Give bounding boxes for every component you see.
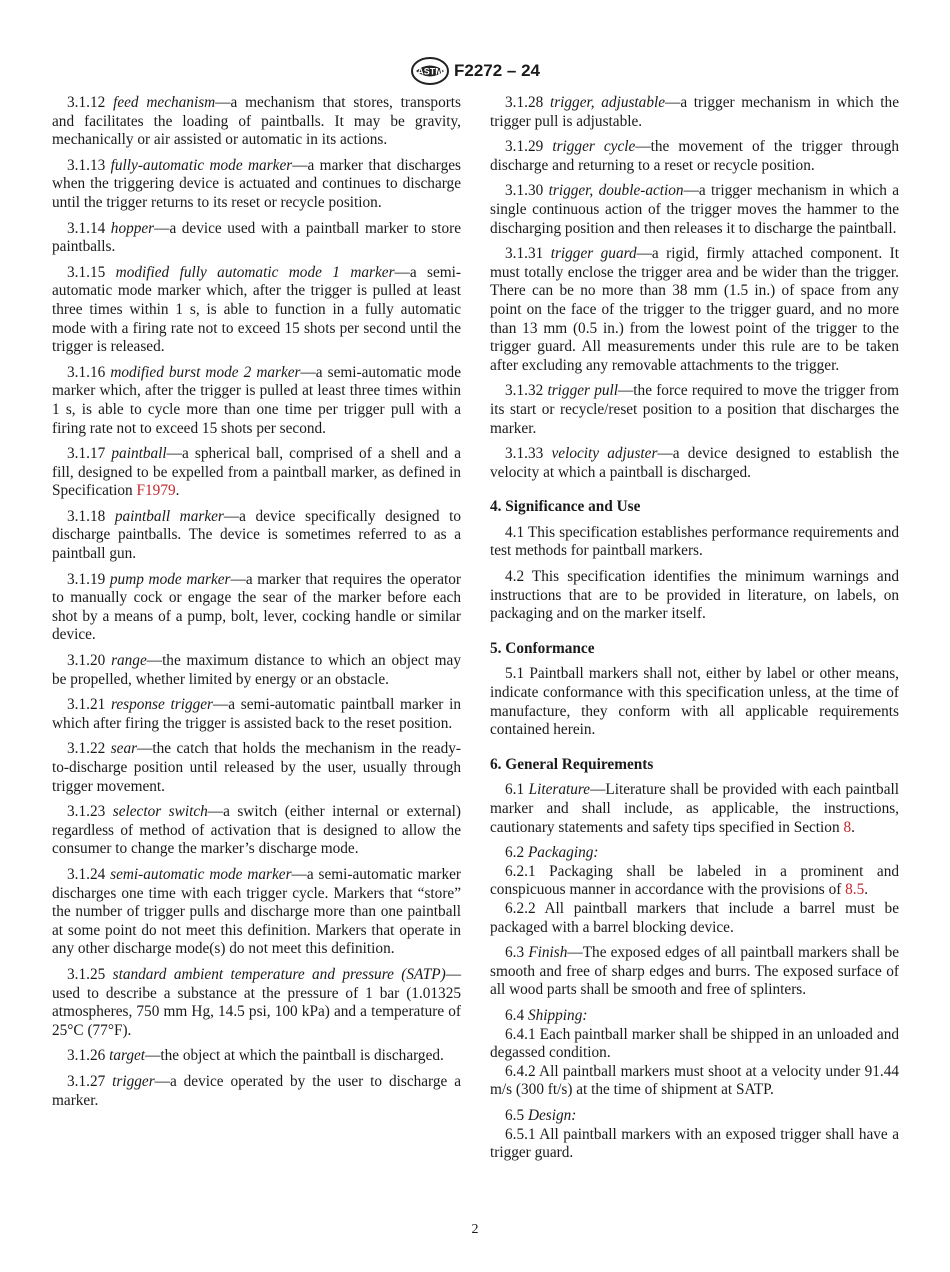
- definition: 3.1.28 trigger, adjustable—a trigger mechanism in which the trigger pull is adjustable.: [490, 94, 899, 130]
- definition: 3.1.17 paintball—a spherical ball, comprised of a shell and a fill, designed to be expelled from a paintball marker, as defined in Specification F1979.: [52, 445, 461, 500]
- left-column: [52, 94, 461, 1117]
- definition: 3.1.31 trigger guard—a rigid, firmly attached component. It must totally enclose the trigger area and be wider than the trigger. There can be no more than 38 mm (1.5 in.) of space from any point on the face of the trigger to the trigger guard, and no more than 13 mm (0.5 in.) from the lowest point of the trigger to the trigger guard. All measurements under this rule are to be taken after excluding any removable attachments to the trigger.: [490, 245, 899, 374]
- definition: 3.1.26 target—the object at which the paintball is discharged.: [67, 1047, 444, 1065]
- definition: 3.1.27 trigger—a device operated by the user to discharge a marker.: [52, 1072, 461, 1109]
- paragraph: 6.2.1 Packaging shall be labeled in a prominent and conspicuous manner in accordance with the provisions of 8.5.: [490, 862, 899, 899]
- reference-link-section-8[interactable]: 8: [843, 818, 852, 836]
- definition: 3.1.25 standard ambient temperature and pressure (SATP)—used to describe a substance at the pressure of 1 bar (1.01325 atmospheres, 750 mm Hg, 14.5 psi, 100 kPa) and a temperature of 25°C (77°F).: [52, 965, 461, 1039]
- paragraph: 5.1 Paintball markers shall not, either by label or other means, indicate conformance with this specification unless, at the time of manufacture, they conform with all applicable requirements contained herein.: [490, 665, 899, 739]
- definition: 3.1.18 paintball marker—a device specifically designed to discharge paintballs. The device is sometimes referred to as a paintball gun.: [52, 507, 461, 563]
- definition: 3.1.23 selector switch—a switch (either internal or external) regardless of method of activation that is designed to allow the consumer to change the marker’s discharge mode.: [52, 803, 461, 858]
- definition: 3.1.19 pump mode marker—a marker that requires the operator to manually cock or engage the sear of the marker before each shot by a means of a pump, bolt, lever, cocking handle or similar device.: [52, 570, 461, 644]
- section-heading: 4. Significance and Use: [490, 498, 641, 516]
- document-designation: F2272 – 24: [453, 61, 540, 80]
- page-number: 2: [471, 1222, 479, 1237]
- paragraph: 6.4.2 All paintball markers must shoot at a velocity under 91.44 m/s (300 ft/s) at the time of shipment at SATP.: [490, 1062, 899, 1099]
- definition: 3.1.20 range—the maximum distance to which an object may be propelled, whether limited by energy or an obstacle.: [52, 652, 461, 688]
- page-header: [0, 56, 950, 86]
- paragraph: 4.2 This specification identifies the minimum warnings and instructions that are to be provided in literature, on labels, on packaging and on the marker itself.: [490, 568, 899, 623]
- paragraph: 6.4 Shipping:: [505, 1006, 588, 1024]
- definition: 3.1.30 trigger, double-action—a trigger mechanism in which a single continuous action of the trigger moves the hammer to the discharging position and then releases it to discharge the paintball.: [490, 182, 899, 237]
- definition: 3.1.13 fully-automatic mode marker—a marker that discharges when the triggering device is actuated and continues to discharge until the trigger returns to its reset or recycle position.: [52, 156, 461, 211]
- paragraph: 6.1 Literature—Literature shall be provided with each paintball marker and shall include, as applicable, the instructions, cautionary statements and safety tips specified in Section 8.: [490, 781, 899, 836]
- definition: 3.1.16 modified burst mode 2 marker—a semi-automatic mode marker which, after the trigger is pulled at least three times within 1 s, is able to cycle more than one time per trigger pull with a firing rate not to exceed 15 shots per second.: [52, 363, 461, 437]
- paragraph: 6.5 Design:: [505, 1106, 577, 1124]
- section-heading: 5. Conformance: [490, 639, 595, 657]
- reference-link-f1979[interactable]: F1979: [136, 482, 176, 500]
- definition: 3.1.29 trigger cycle—the movement of the trigger through discharge and returning to a reset or recycle position.: [490, 138, 900, 174]
- definition: 3.1.14 hopper—a device used with a paintball marker to store paintballs.: [52, 219, 461, 256]
- reference-link-8-5[interactable]: 8.5: [845, 881, 865, 899]
- paragraph: 6.2 Packaging:: [505, 844, 599, 862]
- paragraph: 6.5.1 All paintball markers with an exposed trigger shall have a trigger guard.: [490, 1125, 899, 1162]
- definition: 3.1.22 sear—the catch that holds the mechanism in the ready-to-discharge position until released by the user, usually through trigger movement.: [52, 740, 461, 795]
- paragraph: 4.1 This specification establishes performance requirements and test methods for paintball markers.: [490, 523, 899, 560]
- section-heading: 6. General Requirements: [490, 755, 654, 773]
- right-column: [490, 94, 899, 1163]
- astm-logo-icon: [410, 56, 450, 86]
- logo-text: ASTM: [417, 66, 443, 77]
- paragraph: 6.4.1 Each paintball marker shall be shipped in an unloaded and degassed condition.: [490, 1025, 899, 1062]
- definition: 3.1.21 response trigger—a semi-automatic paintball marker in which after firing the trigger is assisted back to the reset position.: [52, 696, 461, 732]
- definition: 3.1.32 trigger pull—the force required to move the trigger from its start or recycle/reset position to a position that discharges the marker.: [490, 382, 899, 437]
- paragraph: 6.3 Finish—The exposed edges of all paintball markers shall be smooth and free of sharp edges and burrs. The exposed surface of all wood parts shall be smooth and free of splinters.: [490, 944, 900, 999]
- definition: 3.1.12 feed mechanism—a mechanism that stores, transports and facilitates the loading of paintballs. It may be gravity, mechanically or air assisted or automatic in its actions.: [52, 94, 462, 149]
- definition: 3.1.33 velocity adjuster—a device designed to establish the velocity at which a paintball is discharged.: [490, 445, 899, 481]
- definition: 3.1.24 semi-automatic mode marker—a semi-automatic marker discharges one time with each trigger cycle. Markers that “store” the number of trigger pulls and discharge more than one paintball at some point do not meet this definition. Markers that operate in any other discharge mode(s) do not meet this definition.: [52, 865, 461, 958]
- definition: 3.1.15 modified fully automatic mode 1 marker—a semi-automatic mode marker which, after the trigger is pulled at least three times within 1 s, is able to function in a fully automatic mode with a firing rate not to exceed 15 shots per second until the trigger is released.: [52, 263, 462, 356]
- paragraph: 6.2.2 All paintball markers that include a barrel must be packaged with a barrel blocking device.: [490, 899, 899, 936]
